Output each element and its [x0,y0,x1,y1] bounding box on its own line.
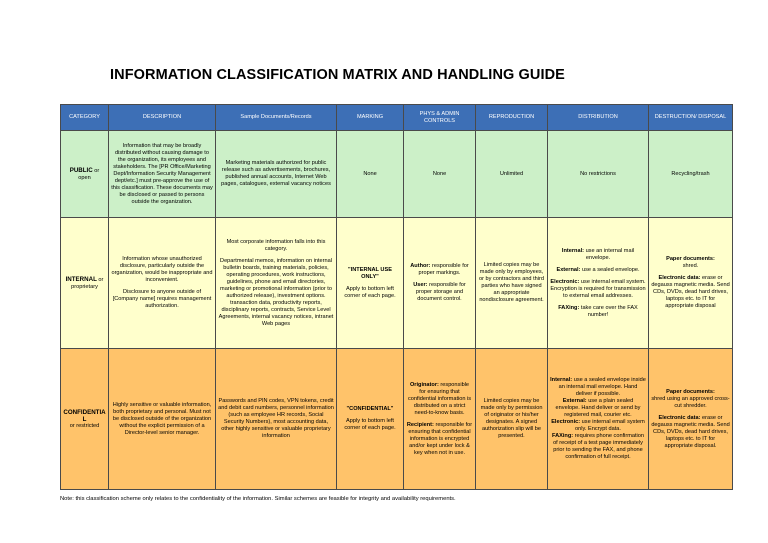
distribution-cell [548,218,649,349]
footnote: Note: this classification scheme only relates to the confidentiality of the information. Similar schemes are feasible for integrity and availability requirements. [60,496,456,502]
category-cell [61,349,109,490]
distribution-text: use a sealed envelope inside an internal mail envelope. Hand deliver if possible. [558,377,646,397]
category-alias: or restricted [69,422,100,429]
disposal-text: erase or degauss magnetic media. Send CDs, DVDs, dead hard drives, laptops etc. to IT for appropriate disposal [651,275,730,309]
reproduction-cell: Limited copies may be made only by employees, or by contractors and third parties who have signed an appropriate nondisclosure agreement. [476,218,548,349]
distribution-text: use a sealed envelope. [581,266,640,273]
samples-cell: Passwords and PIN codes, VPN tokens, credit and debit card numbers, personnel information (such as employee HR records, Social Security Numbers), most accounting data, other highly sensitive or valuable proprietary information [216,349,337,490]
controls-role-text: responsible for ensuring that confidential information is encrypted and/or kept under lock & key when not in use. [408,421,473,456]
description-text: Information whose unauthorized disclosure, particularly outside the organization, would be inappropriate and inconvenient. [111,256,213,283]
distribution-label: Internal: [550,377,573,383]
header-disposal: DESTRUCTION/ DISPOSAL [649,105,733,131]
disposal-label: Paper documents: [666,388,715,395]
header-marking: MARKING [337,105,404,131]
reproduction-cell: Limited copies may be made only by permission of originator or his/her designates. A signed authorization slip will be presented. [476,349,548,490]
marking-cell [337,218,404,349]
controls-cell [404,218,476,349]
disposal-label: Paper documents: [666,256,715,262]
category-name: CONFIDENTIAL [63,408,106,423]
controls-cell: None [404,131,476,218]
distribution-text: use a plain sealed envelope. Hand deliver or send by registered mail, courier etc. [555,398,641,418]
category-name: PUBLIC [69,166,93,174]
distribution-label: FAXing: [551,433,574,439]
description-cell: Highly sensitive or valuable information, both proprietary and personal. Must not be disclosed outside of the organization without the explicit permission of a Director-level senior manager. [109,349,216,490]
row-internal [61,218,733,349]
disposal-cell [649,218,733,349]
samples-cell [216,218,337,349]
controls-role-label: Originator: [409,381,439,388]
category-name: INTERNAL [65,275,97,283]
disposal-cell [649,349,733,490]
controls-role-text: responsible for proper markings. [418,263,469,276]
distribution-text: requires phone confirmation of receipt of a test page immediately prior to sending the FAX, and phone confirmation of full receipt. [553,433,645,460]
category-cell [61,131,109,218]
controls-role-label: User: [413,282,428,288]
controls-role-label: Author: [410,263,431,269]
controls-role-text: responsible for ensuring that confidential information is distributed on a strict need-to-know basis. [407,381,472,416]
distribution-label: FAXing: [558,304,580,311]
samples-text: Most corporate information falls into this category. [226,238,326,252]
disposal-text: shred using an approved cross-cut shredder. [651,395,730,409]
header-description: DESCRIPTION [109,105,216,131]
distribution-label: Electronic: [550,278,580,285]
controls-role-label: Recipient: [406,421,434,428]
distribution-cell [548,349,649,490]
distribution-label: External: [556,266,581,273]
disposal-label: Electronic data: [658,414,701,421]
marking-instruction: Apply to bottom left corner of each page. [344,418,396,431]
header-controls: PHYS & ADMIN CONTROLS [404,105,476,131]
marking-label: "CONFIDENTIAL" [346,406,394,412]
header-samples: Sample Documents/Records [216,105,337,131]
marking-label: "INTERNAL USE ONLY" [348,266,392,280]
row-confidential [61,349,733,490]
disposal-label: Electronic data: [658,275,701,281]
marking-cell: None [337,131,404,218]
description-text: Disclosure to anyone outside of [Company name] requires management authorization. [112,289,212,309]
controls-cell [404,349,476,490]
disposal-text: erase or degauss magnetic media. Send CDs, DVDs, dead hard drives, laptops etc. to IT for appropriate disposal. [651,414,730,449]
disposal-cell: Recycling/trash [649,131,733,218]
classification-matrix [60,104,733,490]
distribution-label: Internal: [561,247,584,254]
samples-text: Departmental memos, information on internal bulletin boards, training materials, policies, operating procedures, work instructions, guidelines, phone and email directories, marketing or promotional information (prior to authorized release), investment options. transaction data, productivity reports, disciplinary reports, contracts, Service Level Agreements, internal vacancy notices, intranet Web pages [218,257,334,327]
disposal-text: shred. [682,263,699,269]
category-alias: or proprietary [71,276,104,290]
description-cell [109,218,216,349]
distribution-text: use an internal mail envelope. [585,247,635,261]
distribution-label: External: [562,398,587,404]
header-row [61,105,733,131]
category-cell [61,218,109,349]
header-category: CATEGORY [61,105,109,131]
controls-role-text: responsible for proper storage and document control. [415,282,466,302]
distribution-label: Electronic: [551,419,581,425]
distribution-text: use internal email system. Encryption is required for transmission to external email addresses. [550,278,646,299]
page-title: INFORMATION CLASSIFICATION MATRIX AND HANDLING GUIDE [110,67,565,83]
marking-instruction: Apply to bottom left corner of each page. [344,285,396,299]
distribution-cell: No restrictions [548,131,649,218]
category-alias: or open [78,167,100,181]
samples-cell: Marketing materials authorized for public release such as advertisements, brochures, published annual accounts, Internet Web pages, catalogues, external vacancy notices [216,131,337,218]
header-reproduction: REPRODUCTION [476,105,548,131]
reproduction-cell: Unlimited [476,131,548,218]
distribution-text: use internal email system only. Encrypt data. [575,419,645,432]
description-cell: Information that may be broadly distributed without causing damage to the organization, its employees and stakeholders. The [PR Office/Marketing Dept/Information Security Management dept/etc.] must pre-approve the use of this classification. These documents may be disclosed or passed to persons outside the organization. [109,131,216,218]
row-public [61,131,733,218]
marking-cell [337,349,404,490]
distribution-text: take care over the FAX number! [580,304,638,318]
header-distribution: DISTRIBUTION [548,105,649,131]
